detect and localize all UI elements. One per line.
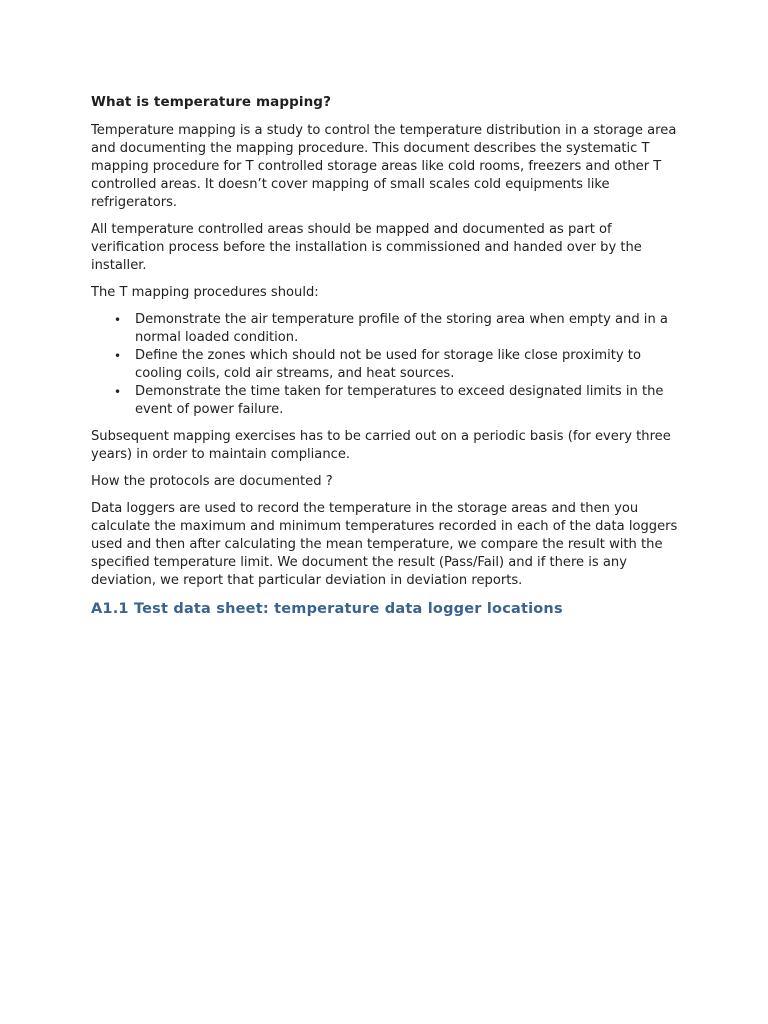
protocols-question-paragraph: How the protocols are documented ?: [91, 474, 333, 489]
list-item-text: Demonstrate the air temperature profile of the storing area when empty and in a normal loaded condition.: [135, 312, 668, 345]
procedures-lead-paragraph: The T mapping procedures should:: [91, 285, 319, 300]
list-item: [114, 383, 683, 419]
page-heading: What is temperature mapping?: [91, 94, 332, 110]
list-item: [114, 311, 683, 347]
subsequent-paragraph: Subsequent mapping exercises has to be carried out on a periodic basis (for every three years) in order to maintain compliance.: [91, 429, 671, 462]
bullet-icon: •: [114, 349, 122, 363]
document-page: [91, 92, 683, 619]
data-loggers-paragraph: Data loggers are used to record the temperature in the storage areas and then you calculate the maximum and minimum temperatures recorded in each of the data loggers used and then after calculating the mean temperature, we compare the result with the specified temperature limit. We document the result (Pass/Fail) and if there is any deviation, we report that particular deviation in deviation reports.: [91, 501, 678, 588]
list-item: [114, 347, 683, 383]
list-item-text: Demonstrate the time taken for temperatures to exceed designated limits in the event of power failure.: [135, 384, 664, 417]
section-heading: A1.1 Test data sheet: temperature data logger locations: [91, 601, 563, 617]
bullet-icon: •: [114, 313, 122, 327]
bullet-icon: •: [114, 385, 122, 399]
intro-paragraph: Temperature mapping is a study to control the temperature distribution in a storage area and documenting the mapping procedure. This document describes the systematic T mapping procedure for T controlled storage areas like cold rooms, freezers and other T controlled areas. It doesn’t cover mapping of small scales cold equipments like refrigerators.: [91, 123, 677, 210]
verification-paragraph: All temperature controlled areas should be mapped and documented as part of verification process before the installation is commissioned and handed over by the installer.: [91, 222, 642, 273]
list-item-text: Define the zones which should not be used for storage like close proximity to cooling coils, cold air streams, and heat sources.: [135, 348, 641, 381]
procedures-list: [91, 311, 683, 419]
